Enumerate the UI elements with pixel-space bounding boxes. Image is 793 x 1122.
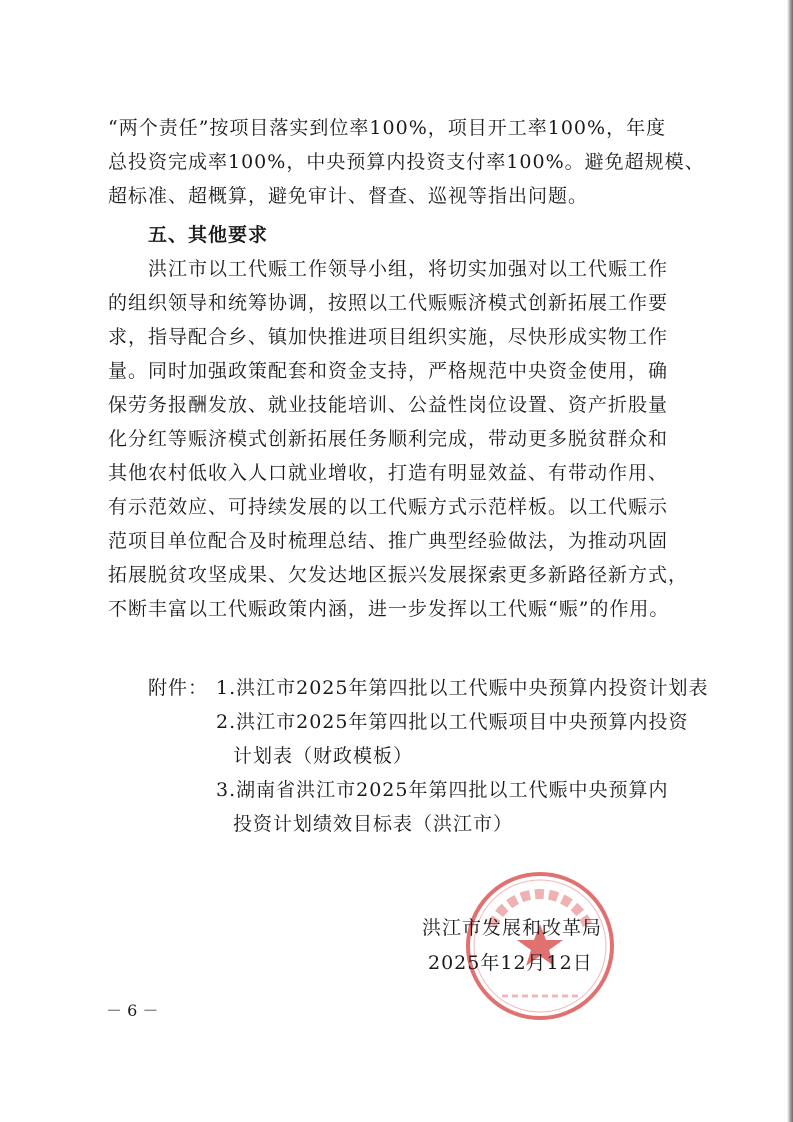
paragraph-line: 保劳务报酬发放、就业技能培训、公益性岗位设置、资产折股量 bbox=[108, 394, 669, 416]
paragraph-line: 超标准、超概算，避免审计、督查、巡视等指出问题。 bbox=[108, 185, 589, 207]
paragraph-line: 其他农村低收入人口就业增收，打造有明显效益、有带动作用、 bbox=[108, 462, 669, 484]
attachment-item-continuation: 投资计划绩效目标表（洪江市） bbox=[233, 813, 514, 835]
section-heading: 五、其他要求 bbox=[148, 224, 269, 246]
paragraph-line: 范项目单位配合及时梳理总结、推广典型经验做法，为推动巩固 bbox=[108, 530, 669, 552]
paragraph-line: 的组织领导和统筹协调，按照以工代赈赈济模式创新拓展工作要 bbox=[108, 292, 669, 314]
paragraph-line: 洪江市以工代赈工作领导小组，将切实加强对以工代赈工作 bbox=[148, 258, 669, 280]
paragraph-line: “两个责任”按项目落实到位率100%，项目开工率100%，年度 bbox=[108, 117, 667, 139]
page-number: － 6 － bbox=[106, 1001, 159, 1020]
paragraph-line: 不断丰富以工代赈政策内涵，进一步发挥以工代赈“赈”的作用。 bbox=[108, 598, 670, 620]
paragraph-line: 拓展脱贫攻坚成果、欠发达地区振兴发展探索更多新路径新方式， bbox=[108, 564, 689, 586]
attachment-item: 3.湖南省洪江市2025年第四批以工代赈中央预算内 bbox=[216, 779, 669, 801]
paragraph-line: 量。同时加强政策配套和资金支持，严格规范中央资金使用，确 bbox=[108, 360, 669, 382]
attachment-label: 附件： bbox=[148, 677, 209, 699]
paragraph-line: 求，指导配合乡、镇加快推进项目组织实施，尽快形成实物工作 bbox=[108, 326, 669, 348]
paragraph-line: 有示范效应、可持续发展的以工代赈方式示范样板。以工代赈示 bbox=[108, 496, 669, 518]
official-seal bbox=[462, 868, 618, 1024]
paragraph-line: 化分红等赈济模式创新拓展任务顺利完成，带动更多脱贫群众和 bbox=[108, 428, 669, 450]
issue-date: 2025年12月12日 bbox=[428, 952, 593, 974]
attachment-item: 2.洪江市2025年第四批以工代赈项目中央预算内投资 bbox=[216, 711, 689, 733]
issuing-organization: 洪江市发展和改革局 bbox=[422, 917, 603, 939]
paragraph-line: 总投资完成率100%，中央预算内投资支付率100%。避免超规模、 bbox=[108, 151, 705, 173]
page-edge-shadow bbox=[787, 0, 793, 1122]
attachment-item-continuation: 计划表（财政模板） bbox=[233, 745, 414, 767]
attachment-item: 1.洪江市2025年第四批以工代赈中央预算内投资计划表 bbox=[216, 677, 709, 699]
